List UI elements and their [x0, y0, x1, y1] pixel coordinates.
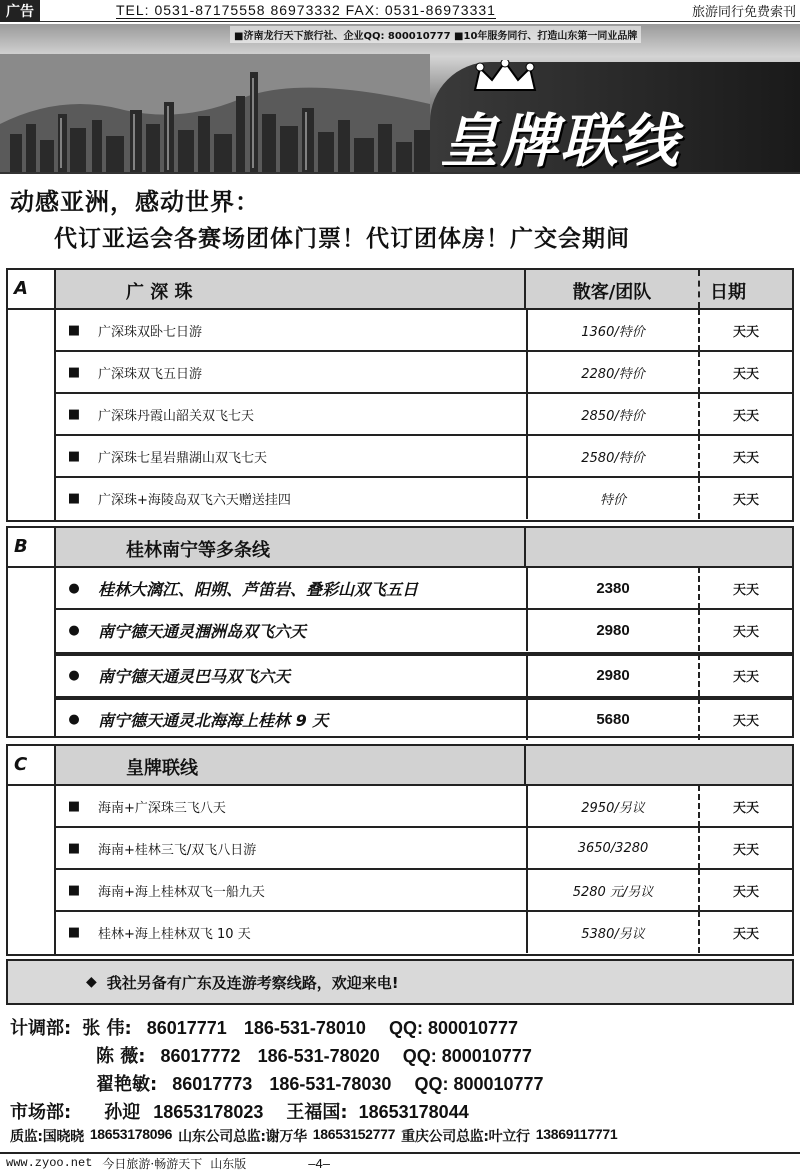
- square-bullet-icon: ■: [67, 448, 81, 464]
- qc-label: 山东公司总监:谢万华: [178, 1129, 307, 1145]
- market-mobile: 18653178023: [153, 1102, 264, 1122]
- section-letter: A: [8, 270, 56, 308]
- route-name: 海南+广深珠三飞八天: [98, 800, 226, 816]
- ad-tag: 广告: [0, 0, 40, 22]
- qc-label: 质监:国晓晓: [10, 1129, 84, 1145]
- qc-label: 重庆公司总监:叶立行: [401, 1129, 530, 1145]
- square-bullet-icon: ■: [67, 490, 81, 506]
- footer-url[interactable]: www.zyoo.net: [6, 1156, 93, 1170]
- route-price: 特价: [526, 477, 700, 519]
- route-date: 天天: [732, 366, 759, 382]
- section-letter: B: [8, 528, 56, 566]
- route-name: 南宁德天通灵巴马双飞六天: [98, 666, 291, 686]
- crown-icon: [470, 60, 540, 94]
- route-price: 2280/特价: [526, 351, 700, 393]
- table-row: [56, 826, 792, 868]
- table-row: [56, 566, 792, 608]
- route-price: 5380/另议: [526, 911, 700, 953]
- route-price: 2580/特价: [526, 435, 700, 477]
- section-a: [6, 268, 794, 522]
- route-date: 天天: [732, 408, 759, 424]
- contact-mobile: 186-531-78020: [257, 1046, 380, 1066]
- contact-qq-label: QQ:: [414, 1074, 449, 1094]
- price-column-header: 散客/团队: [526, 270, 700, 308]
- route-date: 天天: [732, 884, 759, 900]
- route-date: 天天: [732, 842, 759, 858]
- date-column-header: [700, 746, 792, 784]
- route-price: 2980: [526, 654, 700, 696]
- route-date: 天天: [732, 492, 759, 508]
- section-left-cell: [8, 566, 56, 736]
- section-header: [8, 746, 792, 784]
- route-price: 3650/3280: [526, 827, 700, 869]
- section-header: [8, 270, 792, 308]
- contact-tel: 86017773: [172, 1074, 253, 1094]
- round-bullet-icon: ●: [68, 711, 80, 727]
- contact-qq-label: QQ:: [388, 1018, 423, 1038]
- section-header: [8, 528, 792, 566]
- table-row: [56, 350, 792, 392]
- table-row: [56, 652, 792, 694]
- route-name: 桂林+海上桂林双飞 10 天: [98, 926, 251, 942]
- section-c: [6, 744, 794, 956]
- route-date: 天天: [732, 926, 759, 942]
- footer-province: 山东版: [210, 1156, 247, 1171]
- square-bullet-icon: ■: [67, 364, 81, 380]
- route-date: 天天: [732, 450, 759, 466]
- route-name: 广深珠双卧七日游: [98, 324, 203, 340]
- square-bullet-icon: ■: [67, 924, 81, 940]
- contact-tel: 86017772: [160, 1046, 241, 1066]
- section-letter: C: [8, 746, 56, 784]
- contact-qq: 800010777: [441, 1046, 532, 1066]
- route-price: 2980: [526, 609, 700, 651]
- table-row: [56, 434, 792, 476]
- route-price: 2380: [526, 567, 700, 609]
- route-date: 天天: [732, 624, 759, 640]
- contact-line-2: [96, 1042, 532, 1068]
- square-bullet-icon: ■: [67, 798, 81, 814]
- brand-logo-text: 皇牌联线: [440, 107, 681, 174]
- section-title: 皇牌联线: [56, 746, 526, 784]
- square-bullet-icon: ■: [67, 406, 81, 422]
- contact-name: 翟艳敏:: [96, 1074, 158, 1095]
- route-price: 5680: [526, 698, 700, 740]
- market-mobile: 18653178044: [358, 1102, 469, 1122]
- headline-secondary: 代订亚运会各赛场团体门票！代订团体房！广交会期间: [54, 226, 630, 252]
- section-b: [6, 526, 794, 738]
- note-banner: [6, 959, 794, 1005]
- top-right-text: 旅游同行免费索刊: [691, 5, 796, 20]
- contact-qq: 800010777: [427, 1018, 519, 1038]
- square-bullet-icon: ■: [67, 882, 81, 898]
- top-contact-line: TEL: 0531-87175558 86973332 FAX: 0531-86973331: [116, 2, 496, 18]
- qc-mobile: 18653152777: [312, 1126, 396, 1142]
- table-row: [56, 608, 792, 650]
- contact-line-1: [10, 1014, 518, 1040]
- section-left-cell: [8, 784, 56, 954]
- qc-line: [10, 1126, 800, 1146]
- route-price: 5280 元/另议: [526, 869, 700, 911]
- city-skyline-image: [0, 54, 430, 174]
- dept-label: 计调部:: [10, 1018, 72, 1039]
- market-name: 孙迎: [104, 1102, 141, 1123]
- table-row: [56, 868, 792, 910]
- qc-mobile: 13869117771: [535, 1126, 618, 1142]
- contact-mobile: 186-531-78030: [269, 1074, 392, 1094]
- round-bullet-icon: ●: [68, 667, 80, 683]
- route-name: 桂林大漓江、阳朔、芦笛岩、叠彩山双飞五日: [98, 579, 419, 599]
- route-price: 2950/另议: [526, 785, 700, 827]
- route-name: 广深珠七星岩鼎湖山双飞七天: [98, 450, 268, 466]
- table-row: [56, 308, 792, 350]
- section-title: 桂林南宁等多条线: [56, 528, 526, 566]
- square-bullet-icon: ■: [67, 322, 81, 338]
- contact-qq: 800010777: [453, 1074, 544, 1094]
- route-name: 海南+桂林三飞/双飞八日游: [98, 842, 257, 858]
- contact-name: 陈 薇:: [96, 1046, 146, 1067]
- banner-slogan: ■济南龙行天下旅行社、企业QQ: 800010777 ■10年服务同行、打造山东第一同业品牌: [230, 26, 641, 43]
- table-row: [56, 696, 792, 738]
- contact-mobile: 186-531-78010: [243, 1018, 366, 1038]
- table-row: [56, 476, 792, 518]
- route-price: 1360/特价: [526, 309, 700, 351]
- market-line: [10, 1098, 469, 1124]
- qc-mobile: 18653178096: [89, 1126, 173, 1142]
- route-name: 广深珠双飞五日游: [98, 366, 203, 382]
- date-column-header: 日期: [700, 270, 792, 308]
- contact-qq-label: QQ:: [402, 1046, 437, 1066]
- route-date: 天天: [732, 324, 759, 340]
- section-title: 广 深 珠: [56, 270, 526, 308]
- round-bullet-icon: ●: [68, 622, 80, 638]
- dept-label: 市场部:: [10, 1102, 72, 1123]
- table-row: [56, 784, 792, 826]
- table-row: [56, 392, 792, 434]
- page-number: –4–: [308, 1155, 330, 1171]
- market-name: 王福国:: [286, 1102, 348, 1123]
- route-price: 2850/特价: [526, 393, 700, 435]
- headline-primary: 动感亚洲，感动世界：: [10, 188, 260, 216]
- route-name: 海南+海上桂林双飞一船九天: [98, 884, 265, 900]
- route-name: 广深珠+海陵岛双飞六天赠送挂四: [98, 492, 291, 508]
- route-date: 天天: [732, 669, 759, 685]
- section-left-cell: [8, 308, 56, 520]
- round-bullet-icon: ●: [68, 580, 80, 596]
- route-date: 天天: [732, 582, 759, 598]
- route-date: 天天: [732, 713, 759, 729]
- route-date: 天天: [732, 800, 759, 816]
- note-text: 我社另备有广东及连游考察线路，欢迎来电!: [106, 973, 399, 992]
- banner: [0, 24, 800, 174]
- top-bar: [0, 0, 800, 22]
- footer-slogan: 今日旅游·畅游天下: [102, 1156, 203, 1171]
- contact-line-3: [96, 1070, 544, 1096]
- square-bullet-icon: ■: [67, 840, 81, 856]
- price-column-header: [526, 528, 700, 566]
- route-name: 南宁德天通灵北海海上桂林 9 天: [98, 710, 329, 730]
- date-column-header: [700, 528, 792, 566]
- route-name: 广深珠丹霞山韶关双飞七天: [98, 408, 255, 424]
- diamond-icon: ◆: [86, 974, 97, 990]
- footer: [0, 1152, 800, 1172]
- contact-name: 张 伟:: [82, 1018, 132, 1039]
- table-row: [56, 910, 792, 952]
- route-name: 南宁德天通灵涠洲岛双飞六天: [98, 621, 307, 641]
- price-column-header: [526, 746, 700, 784]
- contact-tel: 86017771: [146, 1018, 227, 1038]
